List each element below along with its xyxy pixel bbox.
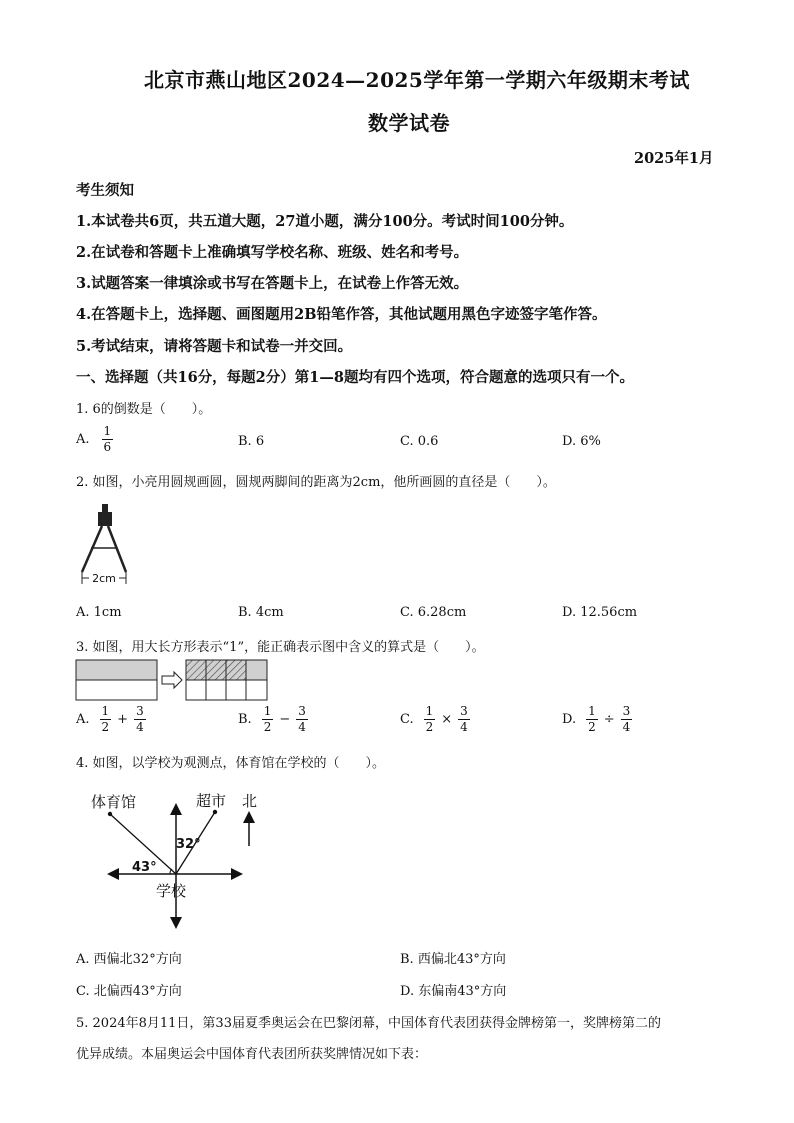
question-3-option-d (562, 704, 632, 735)
fraction-numerator: 3 (460, 704, 468, 718)
question-3-option-b (238, 704, 308, 735)
fraction-denominator: 2 (101, 720, 110, 734)
fraction-denominator: 2 (425, 720, 434, 734)
operator: × (441, 712, 453, 727)
notice-heading: 考生须知 (76, 182, 134, 199)
fraction-numerator: 3 (622, 704, 631, 718)
question-2-option-b: B. 4cm (238, 605, 284, 620)
question-3-option-a (76, 704, 146, 735)
angle-43-label: 43° (132, 860, 157, 875)
option-label: A. (76, 712, 90, 727)
compass-distance-label: 2cm (92, 572, 116, 585)
question-4-option-b: B. 西偏北43°方向 (400, 952, 506, 967)
question-4-stem: 4. 如图，以学校为观测点，体育馆在学校的（ ）。 (76, 756, 386, 771)
fraction-numerator: 3 (298, 704, 306, 718)
fraction-numerator: 3 (136, 704, 144, 718)
fraction-numerator: 1 (103, 424, 112, 438)
fraction-numerator: 1 (588, 704, 596, 718)
option-label: B. (238, 712, 252, 727)
question-2-stem: 2. 如图，小亮用圆规画圆，圆规两脚间的距离为2cm，他所画圆的直径是（ ）。 (76, 475, 556, 490)
fraction (102, 424, 114, 455)
fraction (100, 704, 112, 735)
fraction (586, 704, 598, 735)
fraction-denominator: 2 (263, 720, 272, 734)
operator: ÷ (603, 712, 615, 727)
question-4-option-a: A. 西偏北32°方向 (76, 952, 182, 967)
notice-item-5: 5.考试结束，请将答题卡和试卷一并交回。 (76, 338, 353, 355)
question-5-line-2: 优异成绩。本届奥运会中国体育代表团所获奖牌情况如下表： (76, 1047, 428, 1062)
fraction (296, 704, 308, 735)
direction-figure (84, 784, 284, 932)
fraction-denominator: 4 (298, 720, 306, 734)
fraction (621, 704, 633, 735)
fraction (458, 704, 470, 735)
question-3-option-c (400, 704, 470, 735)
compass-figure (74, 500, 136, 592)
gym-label: 体育馆 (91, 793, 137, 811)
question-2-option-c: C. 6.28cm (400, 605, 467, 620)
operator: − (279, 712, 291, 727)
fraction (424, 704, 436, 735)
option-label: A. (76, 432, 90, 447)
question-1-option-b: B. 6 (238, 434, 265, 449)
fraction-denominator: 4 (460, 720, 468, 734)
fraction (134, 704, 146, 735)
notice-item-3: 3.试题答案一律填涂或书写在答题卡上，在试卷上作答无效。 (76, 275, 469, 292)
question-3-stem: 3. 如图，用大长方形表示“1”，能正确表示图中含义的算式是（ ）。 (76, 640, 485, 655)
rectangle-fraction-figure (74, 658, 270, 702)
question-4-option-d: D. 东偏南43°方向 (400, 984, 507, 999)
question-2-option-d: D. 12.56cm (562, 605, 638, 620)
notice-item-1: 1.本试卷共6页，共五道大题，27道小题，满分100分。考试时间100分钟。 (76, 213, 574, 230)
question-1-option-a (76, 424, 113, 455)
question-1-option-d: D. 6% (562, 434, 601, 449)
question-1-option-c: C. 0.6 (400, 434, 439, 449)
fraction-denominator: 4 (136, 720, 144, 734)
option-label: C. (400, 712, 414, 727)
fraction-denominator: 2 (588, 720, 596, 734)
angle-32-label: 32° (176, 837, 201, 852)
school-label: 学校 (156, 882, 187, 900)
fraction-denominator: 4 (622, 720, 631, 734)
notice-item-2: 2.在试卷和答题卡上准确填写学校名称、班级、姓名和考号。 (76, 244, 469, 261)
question-5-line-1: 5. 2024年8月11日，第33届夏季奥运会在巴黎闭幕，中国体育代表团获得金牌榜第一，奖牌榜第二的 (76, 1016, 661, 1031)
fraction-numerator: 1 (425, 704, 434, 718)
exam-subtitle: 数学试卷 (368, 111, 450, 135)
exam-date: 2025年1月 (634, 150, 714, 167)
question-4-option-c: C. 北偏西43°方向 (76, 984, 182, 999)
fraction-numerator: 1 (263, 704, 272, 718)
question-2-option-a: A. 1cm (76, 605, 122, 620)
fraction-denominator: 6 (103, 440, 112, 454)
notice-item-4: 4.在答题卡上，选择题、画图题用2B铅笔作答，其他试题用黑色字迹签字笔作答。 (76, 306, 607, 323)
supermarket-label: 超市 (196, 792, 227, 810)
fraction (262, 704, 274, 735)
fraction-numerator: 1 (101, 704, 110, 718)
option-label: D. (562, 712, 577, 727)
question-1-stem: 1. 6的倒数是（ ）。 (76, 402, 212, 417)
north-label: 北 (242, 792, 258, 810)
operator: + (117, 712, 129, 727)
section-1-heading: 一、选择题（共16分，每题2分）第1—8题均有四个选项，符合题意的选项只有一个。 (76, 369, 634, 386)
exam-title: 北京市燕山地区2024—2025学年第一学期六年级期末考试 (144, 68, 690, 92)
